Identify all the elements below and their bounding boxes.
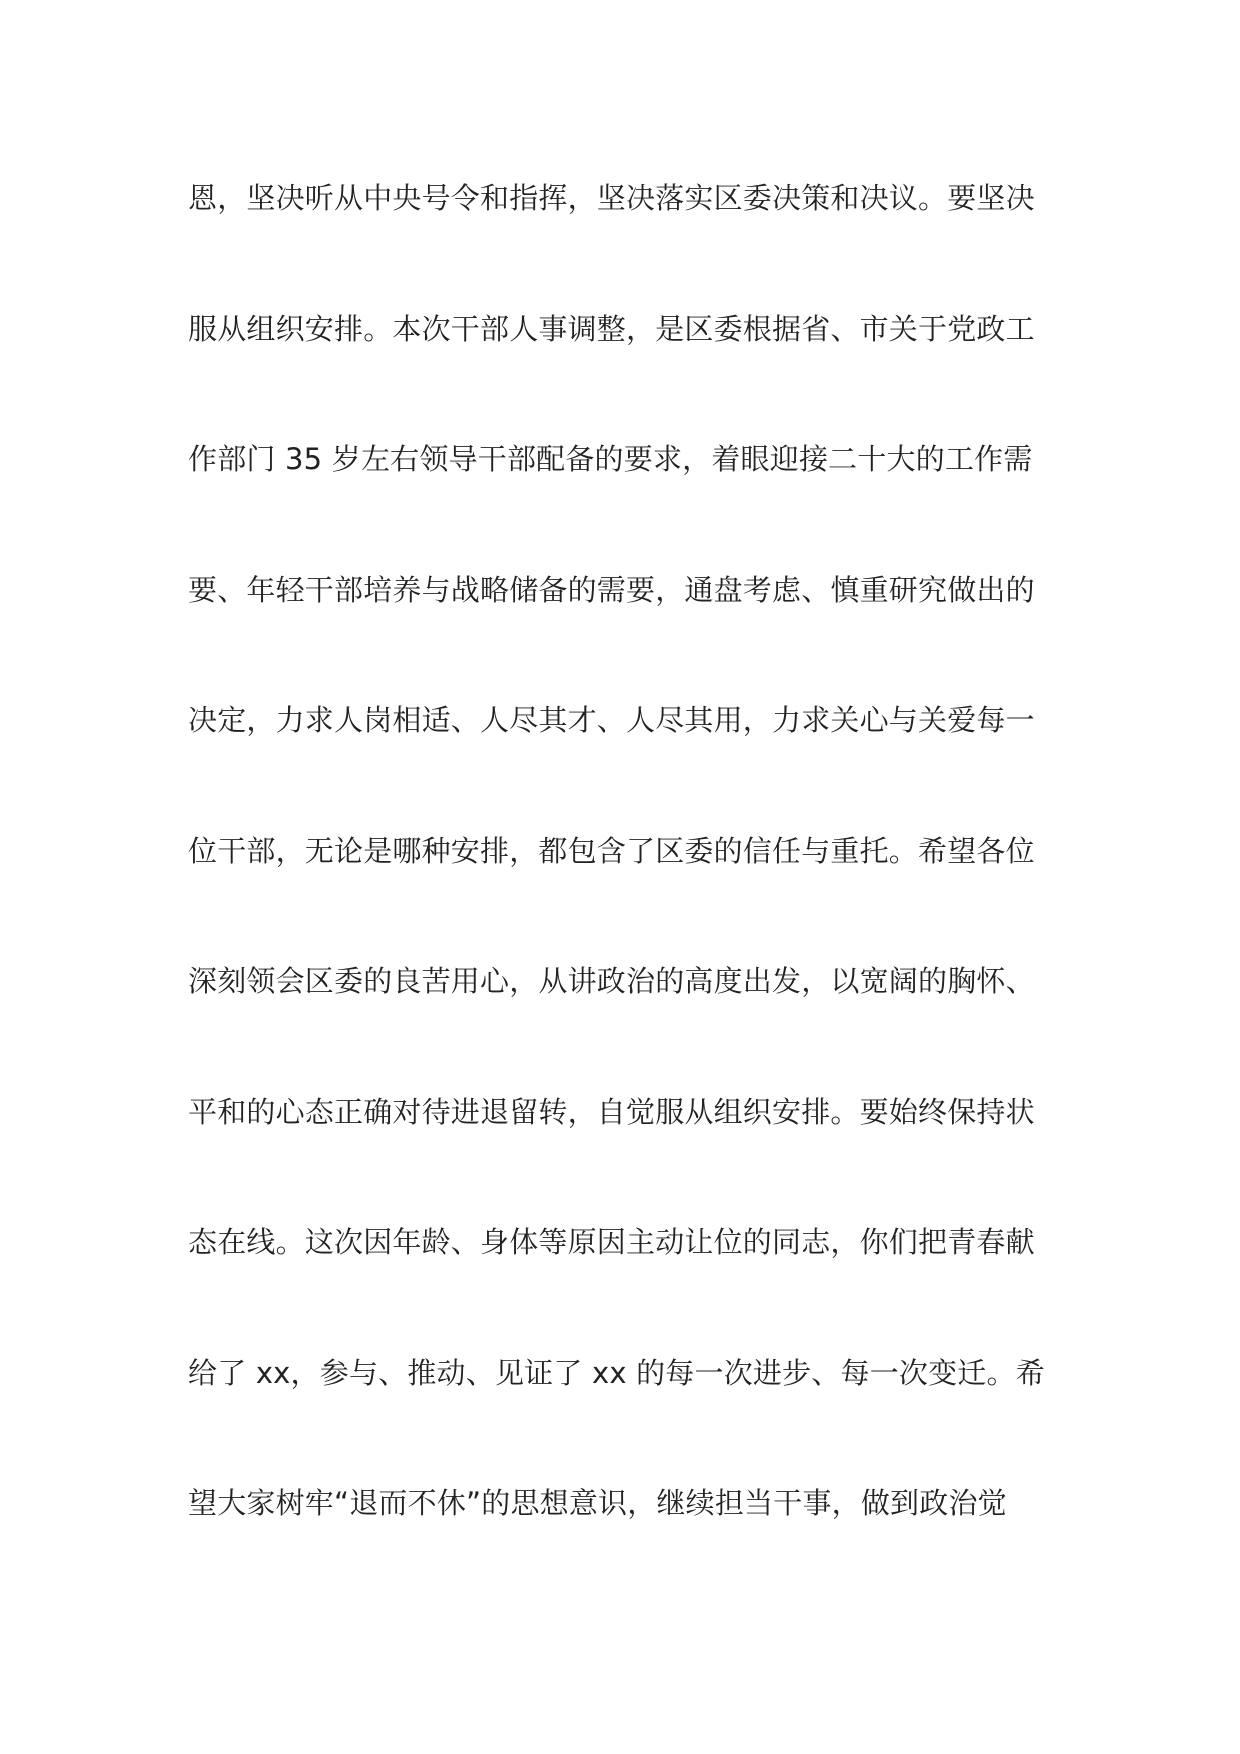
text-line: 位干部，无论是哪种安排，都包含了区委的信任与重托。希望各位: [188, 833, 1035, 868]
text-line: 深刻领会区委的良苦用心，从讲政治的高度出发，以宽阔的胸怀、: [188, 964, 1035, 998]
text-line: 恩，坚决听从中央号令和指挥，坚决落实区委决策和决议。要坚决: [188, 181, 1035, 215]
body-text: [188, 168, 1068, 1604]
text-line: 给了 xx，参与、推动、见证了 xx 的每一次进步、每一次变迁。希: [188, 1355, 1045, 1390]
text-line: 平和的心态正确对待进退留转，自觉服从组织安排。要始终保持状: [188, 1094, 1035, 1129]
text-line: 决定，力求人岗相适、人尽其才、人尽其用，力求关心与关爱每一: [188, 703, 1035, 737]
text-line: 要、年轻干部培养与战略储备的需要，通盘考虑、慎重研究做出的: [188, 572, 1035, 607]
text-line: 态在线。这次因年龄、身体等原因主动让位的同志，你们把青春献: [188, 1225, 1035, 1259]
text-line: 作部门 35 岁左右领导干部配备的要求，着眼迎接二十大的工作需: [188, 442, 1033, 476]
text-line: 望大家树牢“退而不休”的思想意识，继续担当干事，做到政治觉: [188, 1486, 1007, 1520]
text-line: 服从组织安排。本次干部人事调整，是区委根据省、市关于党政工: [188, 311, 1035, 346]
